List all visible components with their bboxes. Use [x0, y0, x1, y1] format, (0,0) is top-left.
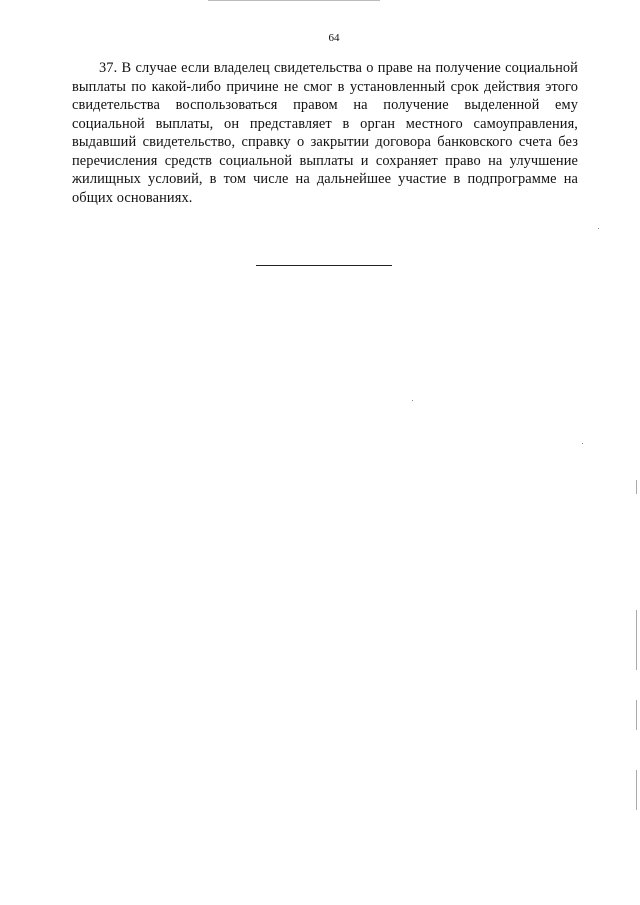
scan-edge-line	[208, 0, 380, 1]
page-number: 64	[328, 32, 340, 44]
scan-edge-mark	[636, 700, 637, 730]
scan-edge-mark	[636, 770, 637, 810]
scan-speck	[598, 228, 599, 229]
scan-speck	[412, 400, 413, 401]
end-divider-line	[256, 265, 392, 266]
scan-edge-mark	[636, 480, 637, 494]
scan-speck	[582, 443, 583, 444]
scan-edge-mark	[636, 610, 637, 670]
paragraph-37: 37. В случае если владелец свидетельства о праве на получение социальной выплаты по какой-либо причине не смог в установленный срок действия этого свидетельства воспользоваться правом на получение выделенной ему социальной выплаты, он представляет в орган местного самоуправления, выдавший свидетельство, справку о закрытии договора банковского счета без перечисления средств социальной выплаты и сохраняет право на улучшение жилищных условий, в том числе на дальнейшее участие в подпрограмме на общих основаниях.	[72, 60, 578, 206]
